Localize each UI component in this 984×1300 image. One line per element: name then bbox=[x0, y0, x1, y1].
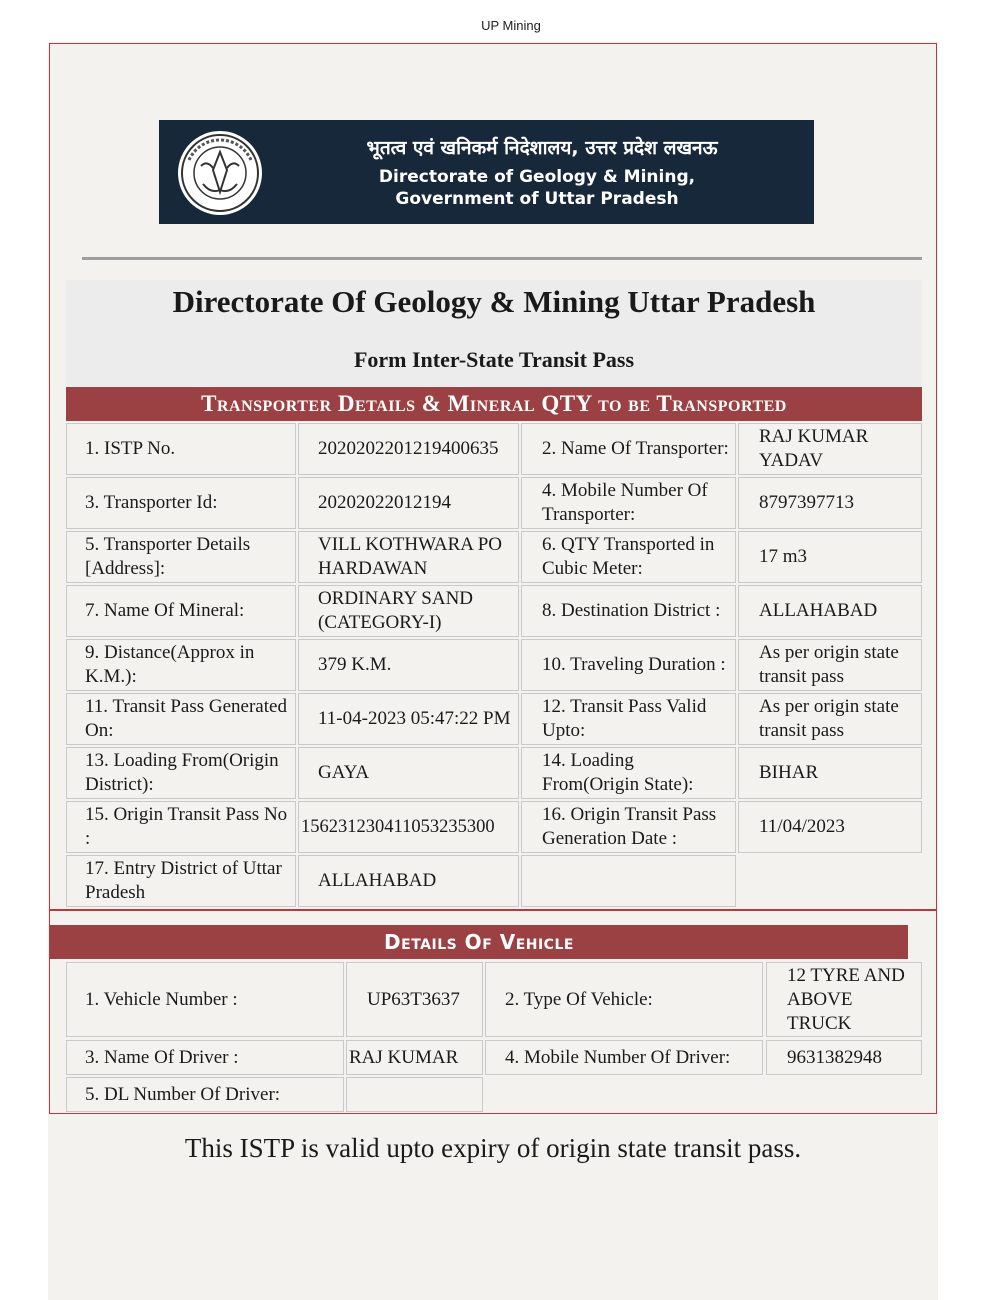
vehicle-section-heading: Details Of Vehicle bbox=[50, 925, 908, 959]
frame-divider bbox=[49, 909, 937, 911]
table-cell-label: 15. Origin Transit Pass No : bbox=[66, 801, 296, 853]
table-cell-label: 14. Loading From(Origin State): bbox=[521, 747, 736, 799]
table-cell-label: 13. Loading From(Origin District): bbox=[66, 747, 296, 799]
table-cell-value: GAYA bbox=[298, 747, 519, 799]
table-cell-value: 379 K.M. bbox=[298, 639, 519, 691]
table-cell-value: 12 TYRE AND ABOVE TRUCK bbox=[766, 962, 922, 1037]
table-cell-value: 17 m3 bbox=[738, 531, 922, 583]
table-cell-label: 3. Transporter Id: bbox=[66, 477, 296, 529]
table-cell-label: 7. Name Of Mineral: bbox=[66, 585, 296, 637]
banner-english-line-2: Government of Uttar Pradesh bbox=[395, 189, 679, 209]
table-cell-value: ALLAHABAD bbox=[298, 855, 519, 907]
table-cell-value: ALLAHABAD bbox=[738, 585, 922, 637]
table-cell-value: RAJ KUMAR YADAV bbox=[738, 423, 922, 475]
table-cell-label: 4. Mobile Number Of Driver: bbox=[485, 1040, 763, 1075]
table-cell-label: 5. DL Number Of Driver: bbox=[66, 1077, 344, 1112]
department-banner bbox=[159, 120, 814, 224]
validity-note: This ISTP is valid upto expiry of origin state transit pass. bbox=[184, 1133, 802, 1163]
table-cell-value: 11-04-2023 05:47:22 PM bbox=[298, 693, 519, 745]
table-cell-label: 12. Transit Pass Valid Upto: bbox=[521, 693, 736, 745]
banner-english-line-1: Directorate of Geology & Mining, bbox=[378, 167, 696, 187]
table-cell-label: 11. Transit Pass Generated On: bbox=[66, 693, 296, 745]
table-cell-label: 1. ISTP No. bbox=[66, 423, 296, 475]
table-cell-value: 156231230411053235300 bbox=[298, 801, 519, 853]
table-cell-label: 10. Traveling Duration : bbox=[521, 639, 736, 691]
table-cell-label: 16. Origin Transit Pass Generation Date : bbox=[521, 801, 736, 853]
table-cell-label: 2. Name Of Transporter: bbox=[521, 423, 736, 475]
state-emblem-icon bbox=[177, 130, 263, 216]
table-cell-empty bbox=[521, 855, 736, 907]
table-cell-value bbox=[346, 1077, 483, 1112]
table-cell-value: 20202022012194006​35 bbox=[298, 423, 519, 475]
table-cell-value: ORDINARY SAND (CATEGORY-I) bbox=[298, 585, 519, 637]
table-cell-label: 2. Type Of Vehicle: bbox=[485, 962, 763, 1037]
table-cell-label: 9. Distance(Approx in K.M.): bbox=[66, 639, 296, 691]
table-cell-value: As per origin state transit pass bbox=[738, 693, 922, 745]
transporter-section-heading: Transporter Details & Mineral QTY to be Transported bbox=[66, 387, 922, 421]
table-cell-value: BIHAR bbox=[738, 747, 922, 799]
horizontal-rule bbox=[82, 257, 922, 260]
table-cell-value: As per origin state transit pass bbox=[738, 639, 922, 691]
table-cell-value: UP63T3637 bbox=[346, 962, 483, 1037]
form-subtitle: Form Inter-State Transit Pass bbox=[353, 347, 635, 372]
table-cell-label: 5. Transporter Details [Address]: bbox=[66, 531, 296, 583]
table-cell-value: RAJ KUMAR bbox=[346, 1040, 483, 1075]
table-cell-label: 3. Name Of Driver : bbox=[66, 1040, 344, 1075]
table-cell-value: VILL KOTHWARA PO HARDAWAN bbox=[298, 531, 519, 583]
page-header-label: UP Mining bbox=[481, 18, 541, 33]
page-title: Directorate Of Geology & Mining Uttar Pradesh bbox=[172, 284, 816, 319]
banner-hindi-title: भूतत्व एवं खनिकर्म निदेशालय, उत्तर प्रदेश लखनऊ bbox=[366, 137, 718, 159]
table-cell-label: 8. Destination District : bbox=[521, 585, 736, 637]
table-cell-value: 11/04/2023 bbox=[738, 801, 922, 853]
table-cell-label: 6. QTY Transported in Cubic Meter: bbox=[521, 531, 736, 583]
table-cell-label: 1. Vehicle Number : bbox=[66, 962, 344, 1037]
table-cell-label: 17. Entry District of Uttar Pradesh bbox=[66, 855, 296, 907]
banner-english-title bbox=[277, 166, 797, 210]
table-cell-value: 20202022012194 bbox=[298, 477, 519, 529]
table-cell-value: 9631382948 bbox=[766, 1040, 922, 1075]
table-cell-label: 4. Mobile Number Of Transporter: bbox=[521, 477, 736, 529]
table-cell-value: 8797397713 bbox=[738, 477, 922, 529]
